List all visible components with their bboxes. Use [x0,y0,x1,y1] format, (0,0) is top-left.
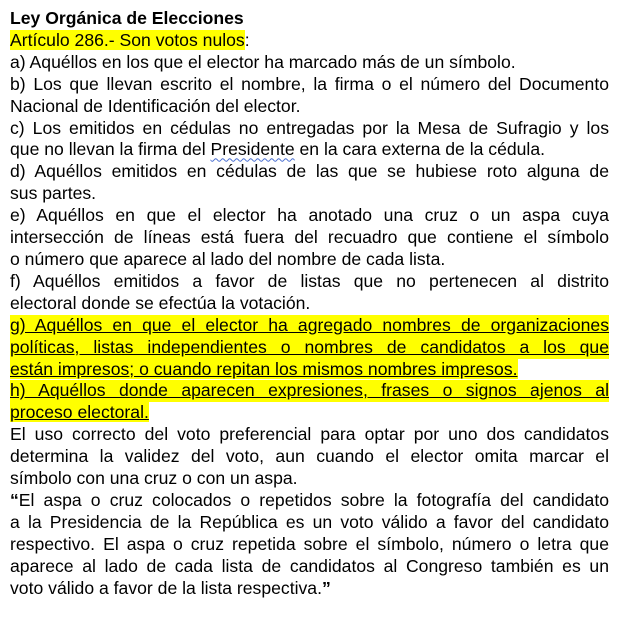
quote-line-5 [10,578,609,600]
paragraph-line-2: determina la validez del voto, aun cuando el elector omita marcar el [10,446,609,467]
item-d-line-1: d) Aquéllos emitidos en cédulas de las que se hubiese roto alguna de [10,161,609,182]
item-c-line-2-start: que no llevan la firma del [10,139,211,160]
item-f-line-1: f) Aquéllos emitidos a favor de listas que no pertenecen al distrito [10,270,609,291]
item-b-line-2: Nacional de Identificación del elector. [10,95,301,116]
item-g-line-3-text: están impresos; o cuando repitan los mismos nombres impresos. [10,358,518,379]
item-h-line-2-text: proceso electoral. [10,402,149,423]
item-h-line-2 [10,402,609,424]
item-b-line-1: b) Los que llevan escrito el nombre, la firma o el número del Documento [10,73,609,94]
item-e-line-3: o número que aparece al lado del nombre de cada lista. [10,248,446,269]
item-a: a) Aquéllos en los que el elector ha marcado más de un símbolo. [10,51,516,72]
quote-line-1-text: El aspa o cruz colocados o repetidos sobre la fotografía del candidato [18,489,609,510]
paragraph-line-3: símbolo con una cruz o con un aspa. [10,468,298,489]
item-f-line-2: electoral donde se efectúa la votación. [10,292,311,313]
item-c-line-1: c) Los emitidos en cédulas no entregadas por la Mesa de Sufragio y los [10,117,609,138]
quote-line-5-text: voto válido a favor de la lista respectiva. [10,577,322,598]
article-heading-colon: : [244,29,250,50]
quote-line-4: aparece al lado de cada lista de candidatos al Congreso también es un [10,555,609,576]
item-g-line-2: políticas, listas independientes o nombres de candidatos a los que [10,336,609,357]
item-c-line-2 [10,139,609,161]
law-title: Ley Orgánica de Elecciones [10,8,244,28]
item-d-line-2: sus partes. [10,183,97,204]
item-g-line-3 [10,359,609,381]
item-c-line-2-end: en la cara externa de la cédula. [294,139,546,160]
spellcheck-word: Presidente [210,139,295,160]
item-e-line-1: e) Aquéllos en que el elector ha anotado una cruz o un aspa cuya [10,205,609,226]
quote-line-2: a la Presidencia de la República es un voto válido a favor del candidato [10,511,609,532]
item-g-line-1: g) Aquéllos en que el elector ha agregado nombres de organizaciones [10,314,609,335]
quote-line-3: respectivo. El aspa o cruz repetida sobre el símbolo, número o letra que [10,533,609,554]
item-h-line-1: h) Aquéllos donde aparecen expresiones, frases o signos ajenos al [10,380,609,401]
paragraph-line-1: El uso correcto del voto preferencial para optar por uno dos candidatos [10,424,609,445]
item-e-line-2: intersección de líneas está fuera del recuadro que contiene el símbolo [10,227,609,248]
article-heading [10,30,609,52]
quote-close-mark: ” [321,577,331,598]
quote-line-1 [10,490,609,512]
article-heading-highlight: Artículo 286.- Son votos nulos [10,29,245,50]
quote-open-mark: “ [10,489,19,510]
